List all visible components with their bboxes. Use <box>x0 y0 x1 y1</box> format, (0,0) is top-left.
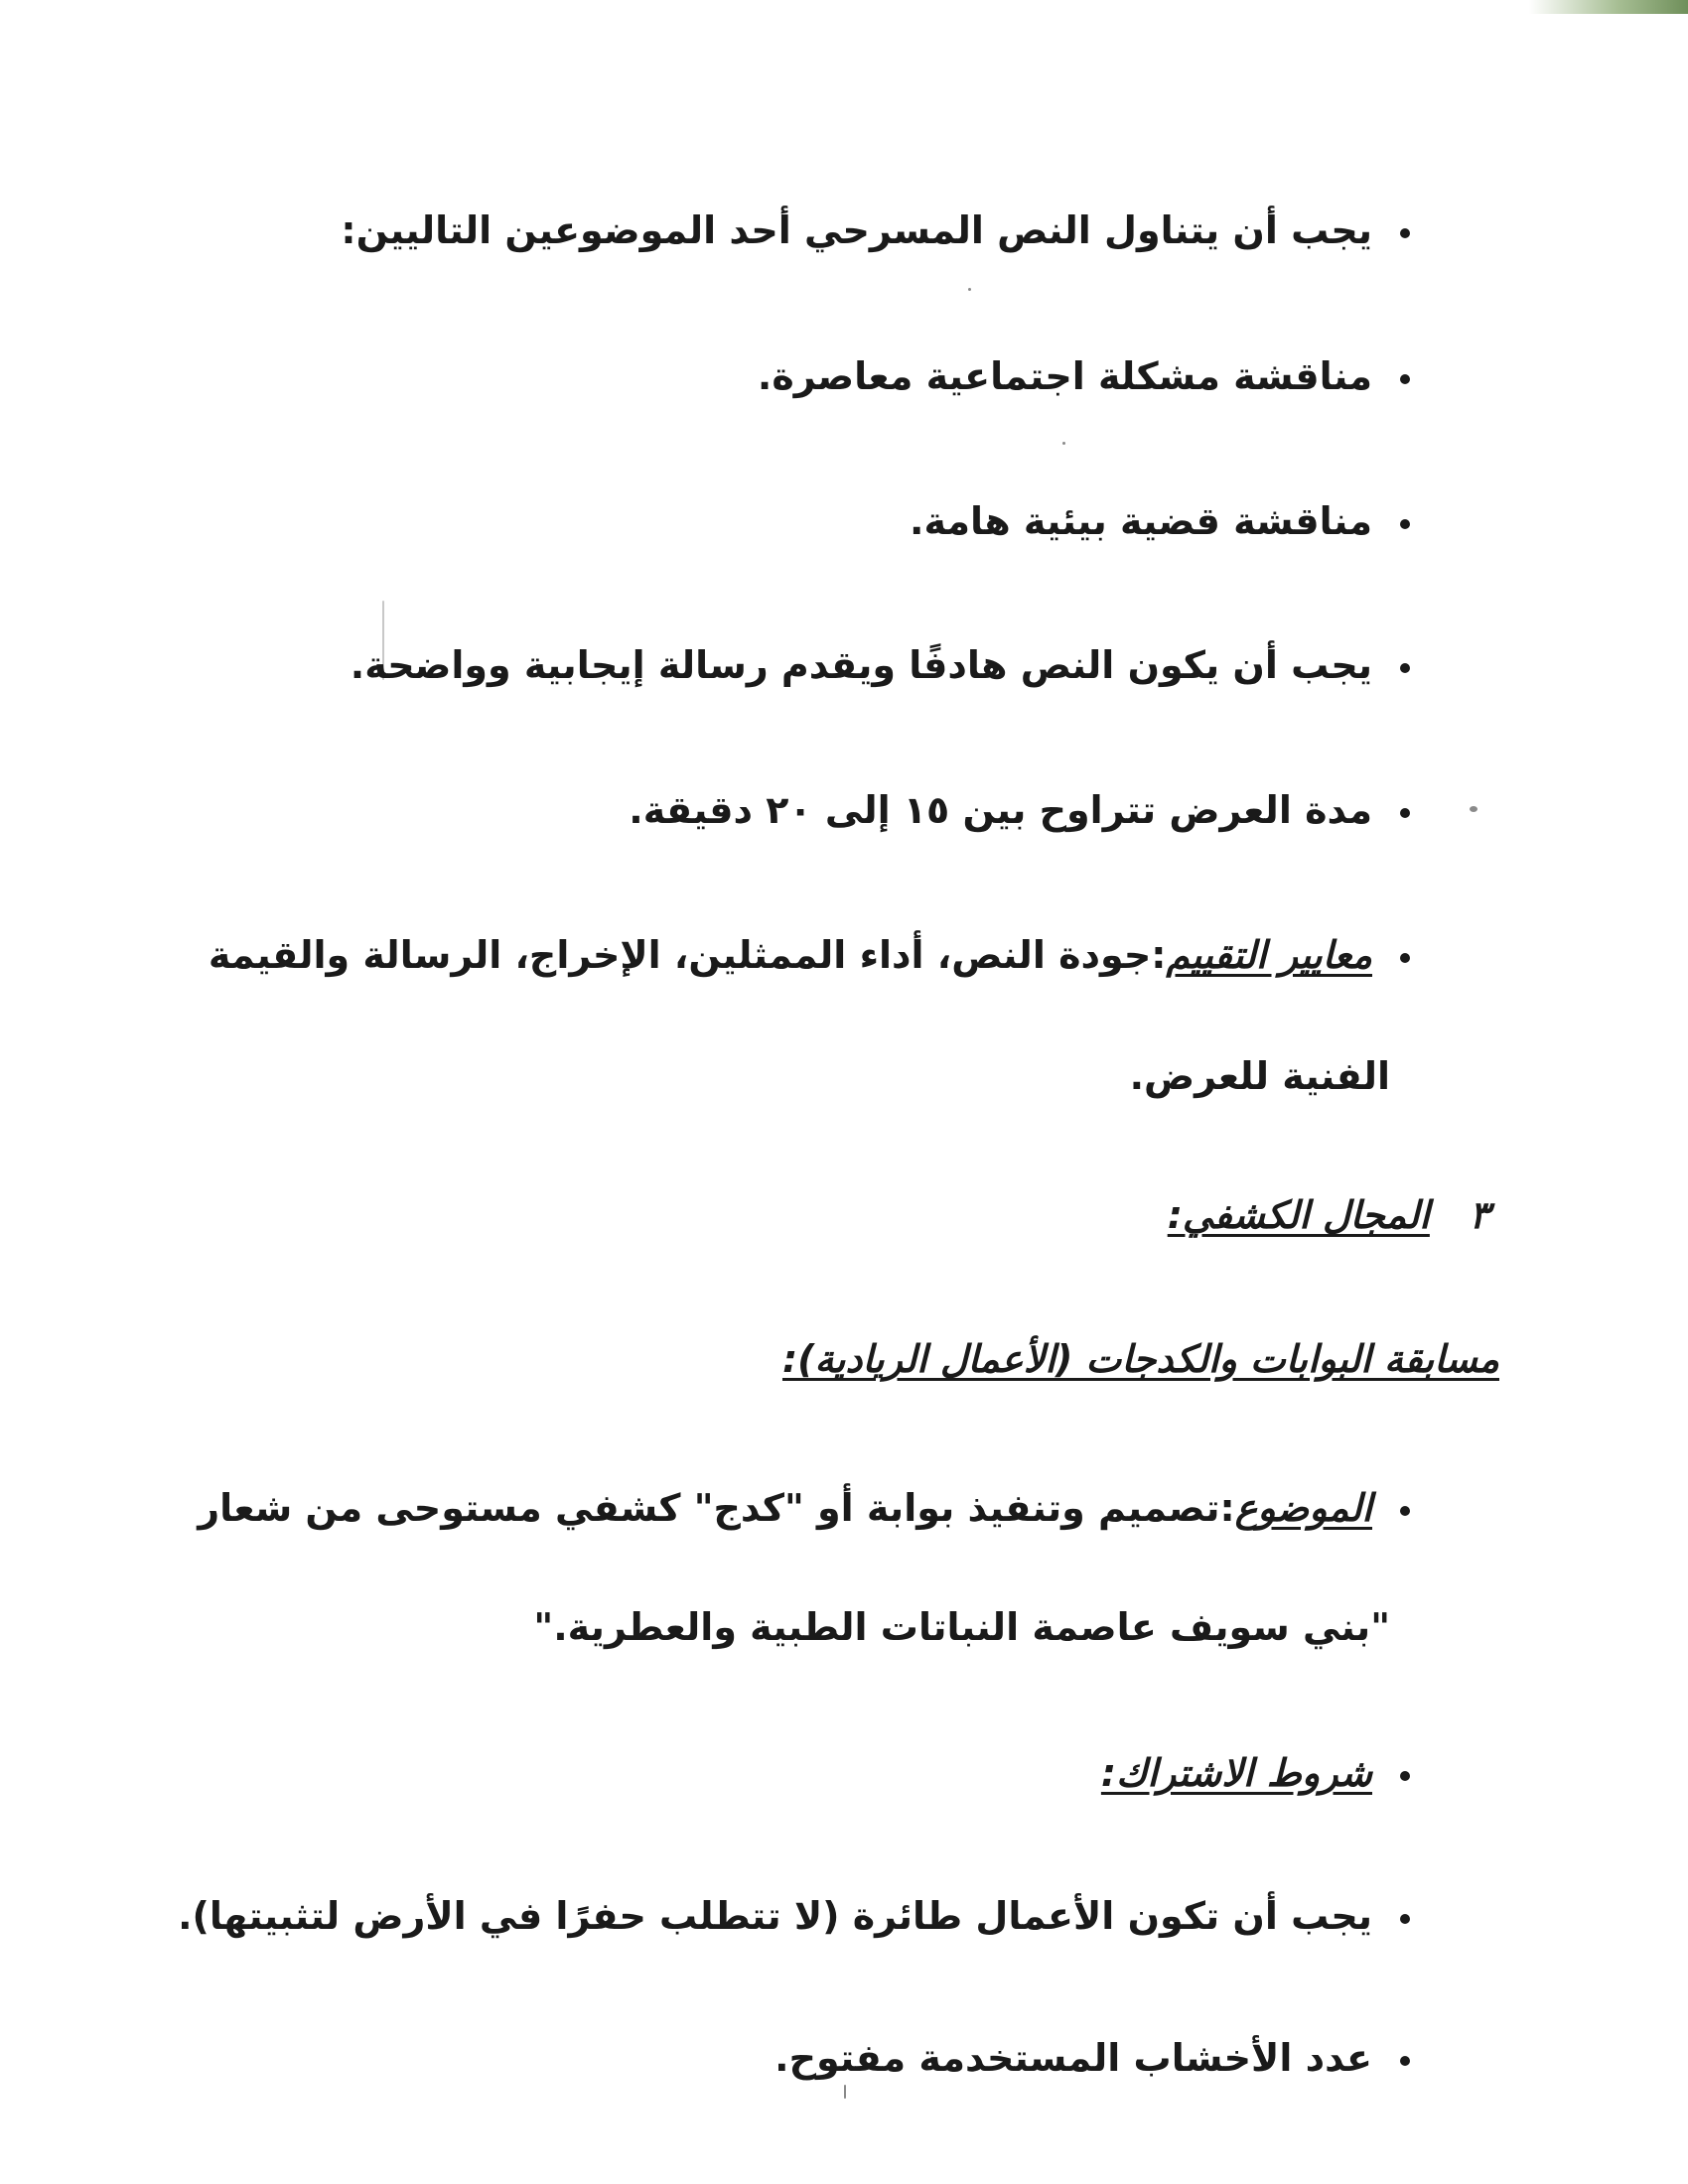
bullet-line-evaluation-criteria <box>208 933 1410 977</box>
bullet-icon <box>1400 1771 1410 1781</box>
bullet-line-positive-message <box>350 643 1410 687</box>
bullet-icon <box>1400 953 1410 963</box>
bullet-icon <box>1400 2056 1410 2066</box>
bullet-line-participation-terms <box>1100 1751 1410 1795</box>
line-text: مناقشة قضية بيئية هامة. <box>910 499 1372 543</box>
scan-speck <box>844 2085 846 2099</box>
topic-label: الموضوع <box>1234 1486 1372 1530</box>
bullet-icon <box>1400 1914 1410 1924</box>
line-text: الفنية للعرض. <box>1129 1054 1390 1098</box>
bullet-line-wood-count <box>774 2036 1410 2080</box>
scan-speck <box>1470 806 1477 812</box>
bullet-line-floating-works <box>178 1894 1410 1938</box>
line-text: يجب أن يكون النص هادفًا ويقدم رسالة إيجابية وواضحة. <box>350 643 1372 687</box>
line-text: يجب أن يتناول النص المسرحي أحد الموضوعين التاليين: <box>341 208 1372 252</box>
section-number: ٣ <box>1469 1193 1489 1237</box>
criteria-label: معايير التقييم <box>1166 933 1372 977</box>
bullet-icon <box>1400 1506 1410 1516</box>
bullet-line-duration <box>629 788 1410 832</box>
line-text: :تصميم وتنفيذ بوابة أو "كدج" كشفي مستوحى من شعار <box>198 1486 1235 1530</box>
criteria-continuation <box>1129 1054 1390 1098</box>
bullet-icon <box>1400 374 1410 384</box>
section-heading-text: المجال الكشفي: <box>1167 1193 1430 1237</box>
line-text: :جودة النص، أداء الممثلين، الإخراج، الرسالة والقيمة <box>208 933 1167 977</box>
line-text: "بني سويف عاصمة النباتات الطبية والعطرية." <box>533 1605 1390 1649</box>
line-text: مدة العرض تتراوح بين ١٥ إلى ٢٠ دقيقة. <box>629 788 1372 832</box>
bullet-line-environment-issue <box>910 499 1410 543</box>
bullet-icon <box>1400 519 1410 529</box>
bullet-line-social-issue <box>757 354 1410 398</box>
competition-title-text: مسابقة البوابات والكدجات (الأعمال الريادية): <box>781 1337 1499 1381</box>
section-heading-scouting <box>1167 1193 1489 1237</box>
line-text: شروط الاشتراك: <box>1100 1751 1372 1795</box>
bullet-line-topic <box>198 1486 1410 1530</box>
bullet-icon <box>1400 228 1410 238</box>
bullet-icon <box>1400 663 1410 673</box>
bullet-icon <box>1400 808 1410 818</box>
scan-speck <box>968 288 971 291</box>
line-text: عدد الأخشاب المستخدمة مفتوح. <box>774 2036 1372 2080</box>
line-text: مناقشة مشكلة اجتماعية معاصرة. <box>757 354 1372 398</box>
competition-title <box>781 1337 1499 1381</box>
scan-speck <box>1062 442 1065 445</box>
topic-continuation <box>533 1605 1390 1649</box>
bullet-line-topic-requirement <box>341 208 1410 252</box>
scan-corner-mark <box>1529 0 1688 14</box>
line-text: يجب أن تكون الأعمال طائرة (لا تتطلب حفرًا في الأرض لتثبيتها). <box>178 1894 1372 1938</box>
